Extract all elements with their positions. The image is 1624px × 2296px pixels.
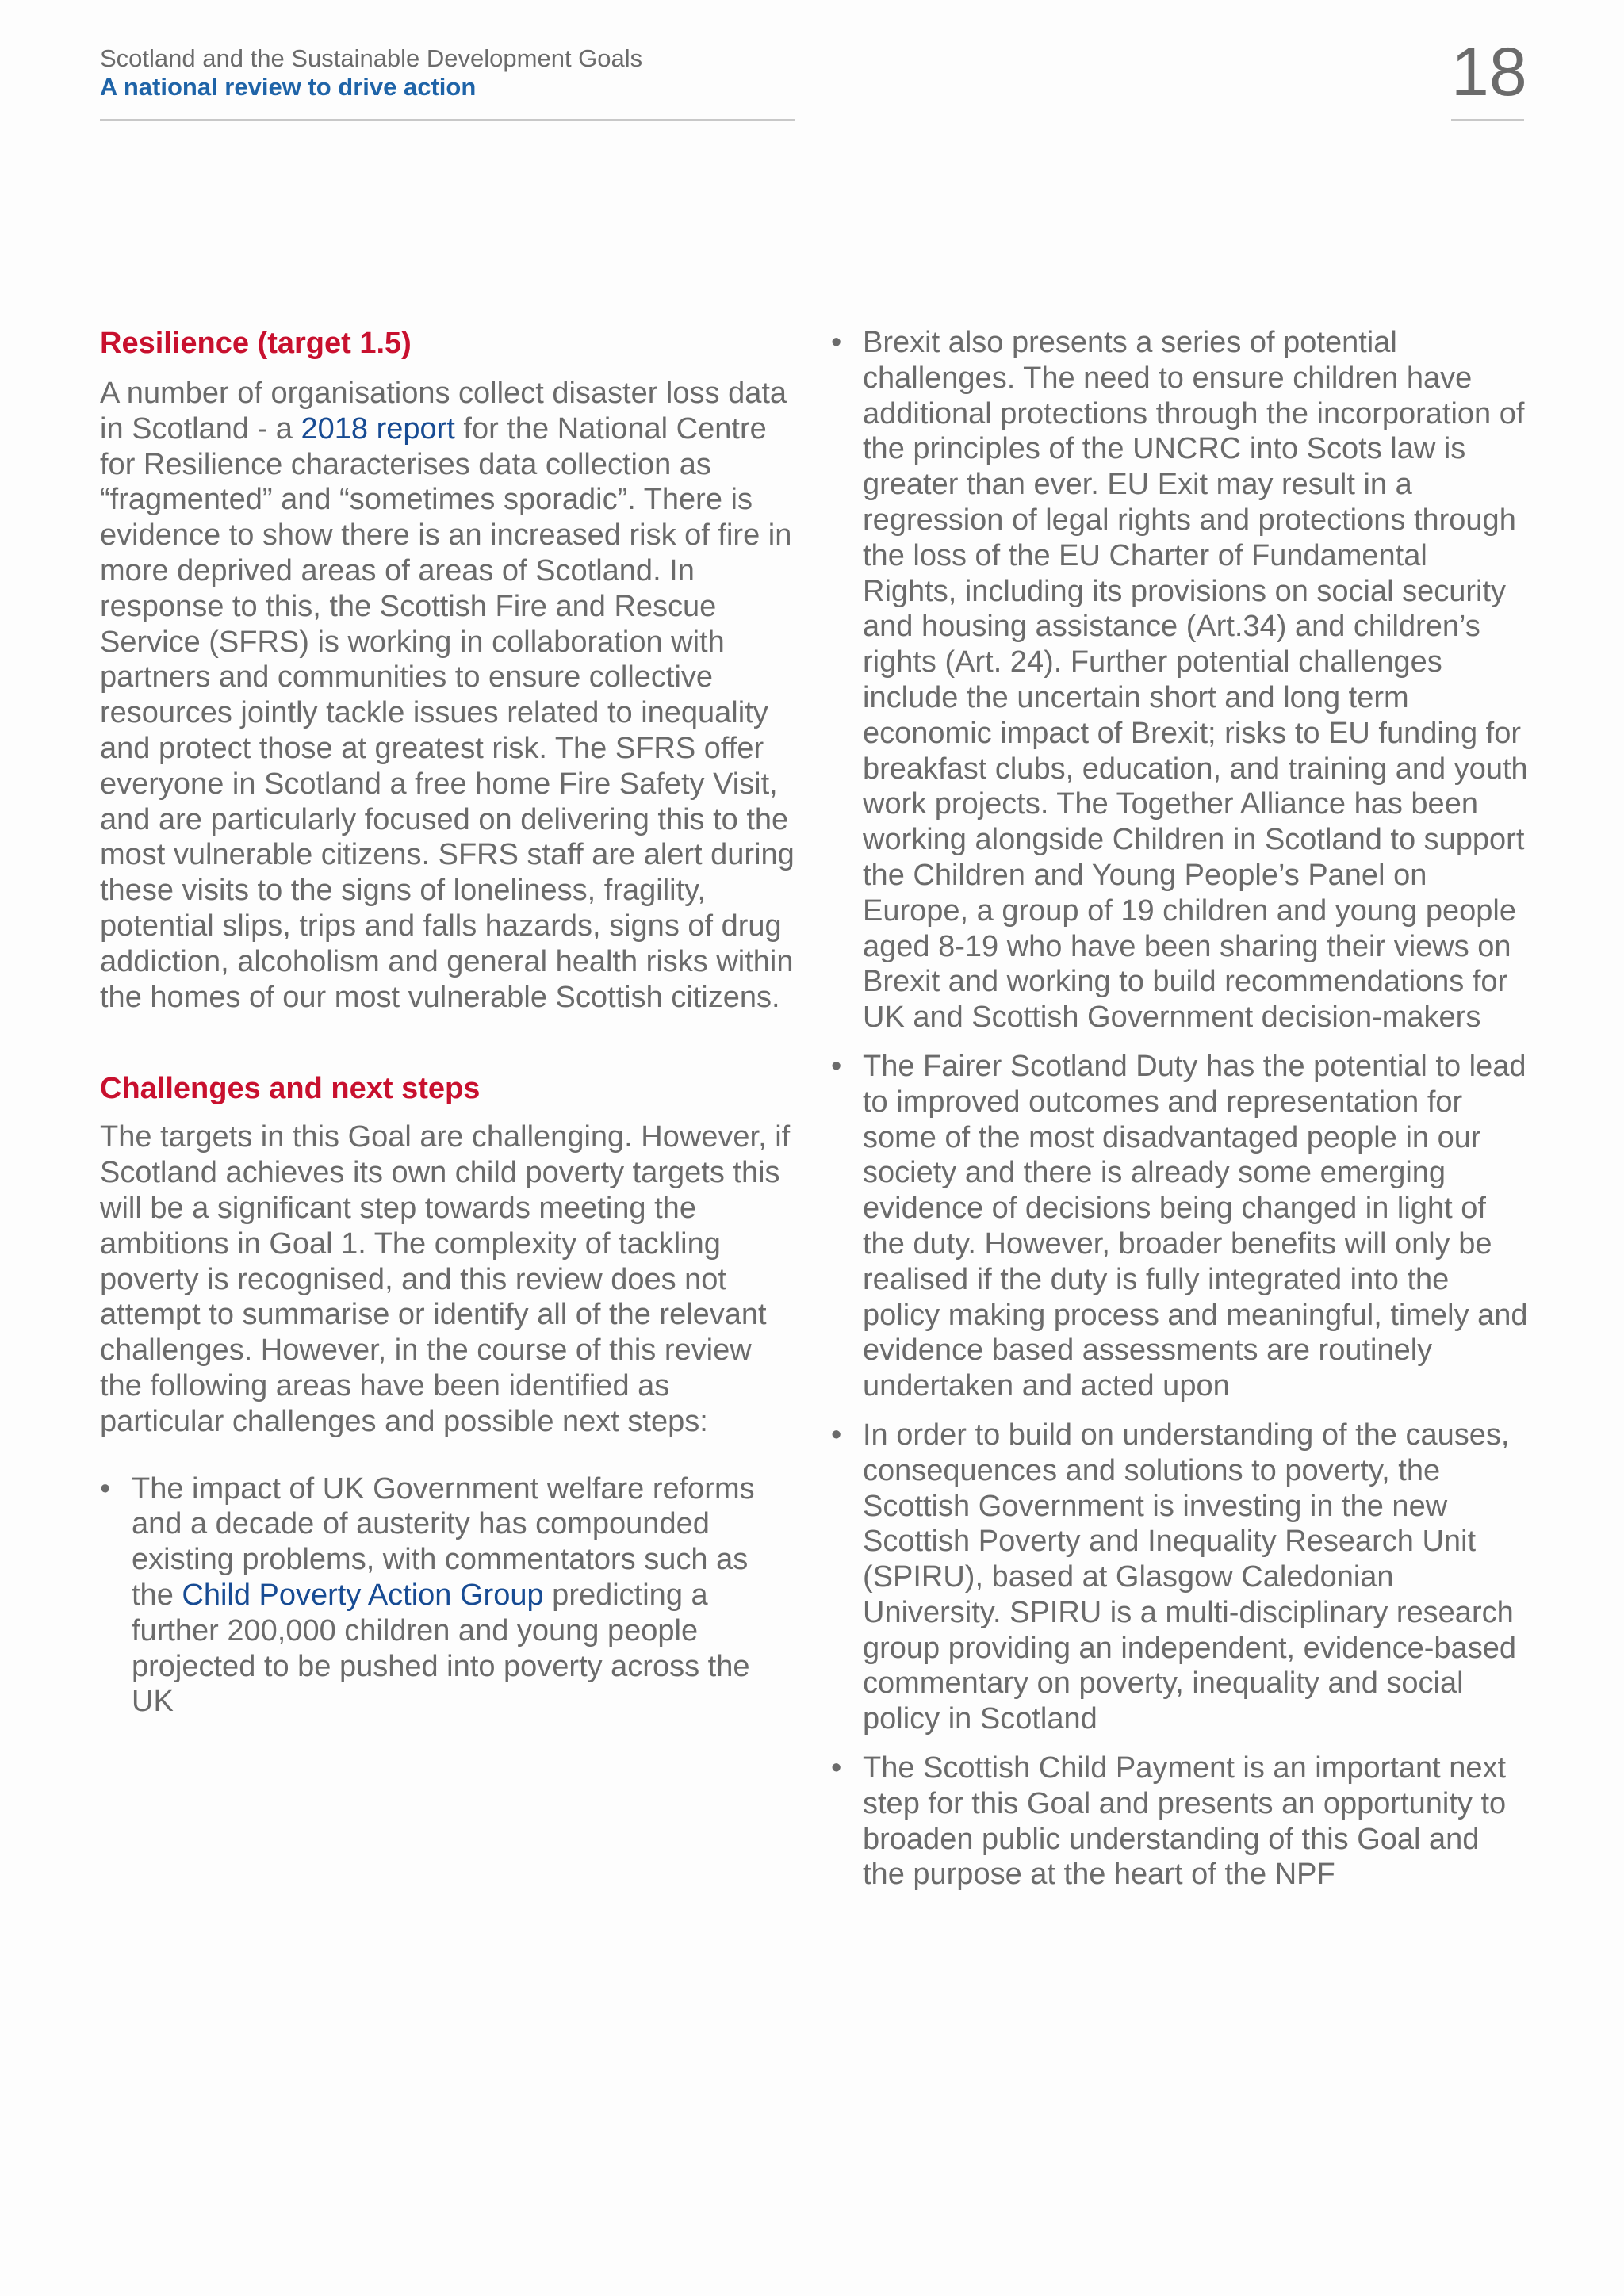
running-header — [100, 44, 795, 121]
challenges-list-right — [831, 325, 1529, 1892]
resilience-heading: Resilience (target 1.5) — [100, 327, 412, 360]
resilience-text-end: for the National Centre for Resilience characterises data collection as “fragmented” and “sometimes sporadic”. There is evidence to show there is an increased risk of fire in more deprived areas of areas of Scotland. In response to this, the Scottish Fire and Rescue Service (SFRS) is working in collaboration with partners and communities to ensure collective resources jointly tackle issues related to inequality and protect those at greatest risk. The SFRS offer everyone in Scotland a free home Fire Safety Visit, and are particularly focused on delivering this to the most vulnerable citizens. SFRS staff are alert during these visits to the signs of loneliness, fragility, potential slips, trips and falls hazards, signs of drug addiction, alcoholism and general health risks within the homes of our most vulnerable Scottish citizens. — [100, 411, 795, 1014]
resilience-text-start: A number of organisations collect disaster loss data in Scotland - a — [100, 377, 787, 446]
challenges-list-left — [100, 1471, 798, 1720]
list-item: • In order to build on understanding of the causes, consequences and solutions to poverty, the Scottish Government is investing in the new Scottish Poverty and Inequality Research Unit (SPIRU), based at Glasgow Caledonian University. SPIRU is a multi-disciplinary research group providing an independent, evidence-based commentary on poverty, inequality and social policy in Scotland — [831, 1418, 1529, 1737]
child-poverty-action-group-link[interactable]: Child Poverty Action Group — [182, 1578, 544, 1612]
challenges-heading: Challenges and next steps — [100, 1072, 481, 1106]
left-column — [100, 325, 798, 1733]
list-item: • The Fairer Scotland Duty has the potential to lead to improved outcomes and representation for some of the most disadvantaged people in our society and there is already some emerging evidence of decisions being changed in light of the duty. However, broader benefits will only be realised if the duty is fully integrated into the policy making process and meaningful, timely and evidence based assessments are routinely undertaken and acted upon — [831, 1049, 1529, 1404]
list-item: • Brexit also presents a series of potential challenges. The need to ensure children have additional protections through the incorporation of the principles of the UNCRC into Scots law is greater than ever. EU Exit may result in a regression of legal rights and protections through the loss of the EU Charter of Fundamental Rights, including its provisions on social security and housing assistance (Art.34) and children’s rights (Art. 24). Further potential challenges include the uncertain short and long term economic impact of Brexit; risks to EU funding for breakfast clubs, education, and training and youth work projects. The Together Alliance has been working alongside Children in Scotland to support the Children and Young People’s Panel on Europe, a group of 19 children and young people aged 8-19 who have been sharing their views on Brexit and working to build recommendations for UK and Scottish Government decision-makers — [831, 325, 1529, 1035]
right-column — [831, 325, 1529, 1906]
list-item: • The Scottish Child Payment is an important next step for this Goal and presents an opportunity to broaden public understanding of this Goal and the purpose at the heart of the NPF — [831, 1751, 1529, 1892]
bullet-text-end: predicting a further 200,000 children and young people projected to be pushed into poverty across the UK — [132, 1578, 750, 1719]
resilience-paragraph — [100, 376, 798, 1015]
page-number: 18 — [1451, 35, 1524, 121]
document-title: Scotland and the Sustainable Development Goals — [100, 44, 643, 72]
bullet-text-start: The impact of UK Government welfare reforms and a decade of austerity has compounded existing problems, with commentators such as the — [132, 1471, 755, 1612]
document-subtitle: A national review to drive action — [100, 73, 477, 101]
challenges-intro: The targets in this Goal are challenging. However, if Scotland achieves its own child poverty targets this will be a significant step towards meeting the ambitions in Goal 1. The complexity of tackling poverty is recognised, and this review does not attempt to summarise or identify all of the relevant challenges. However, in the course of this review the following areas have been identified as particular challenges and possible next steps: — [100, 1120, 791, 1438]
list-item — [100, 1471, 798, 1720]
2018-report-link[interactable]: 2018 report — [301, 411, 455, 446]
